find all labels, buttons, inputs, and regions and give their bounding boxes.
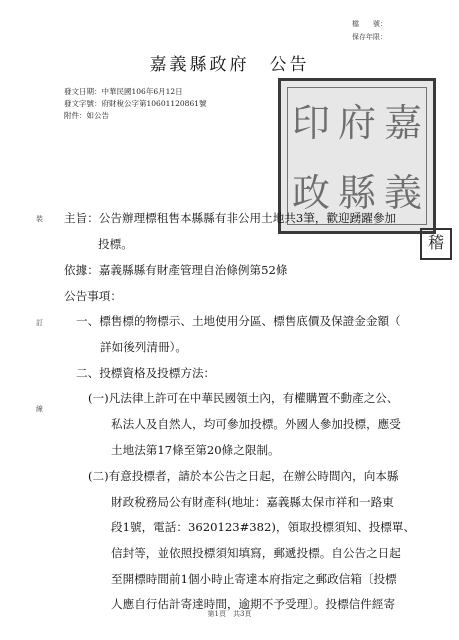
seal-char: 縣: [337, 171, 376, 215]
page-title: 嘉義縣政府 公告: [149, 55, 310, 75]
issue-attachment: 附件：如公告: [64, 111, 109, 120]
clause-one: 私法人及自然人，均可參加投標。外國人參加投標，應受: [111, 417, 401, 431]
items-heading: 公告事項：: [64, 289, 122, 303]
clause-two: 段1號，電話：3620123#382)，領取投標須知、投標單、: [111, 520, 416, 534]
subject-line: 主旨：公告辦理標租售本縣縣有非公用土地共3筆，歡迎踴躍參加: [64, 211, 397, 225]
clause-two: (二)有意投標者，請於本公告之日起，在辦公時間內，向本縣: [88, 469, 399, 483]
margin-mark-line: 線: [36, 405, 43, 413]
item-two: 二、投標資格及投標方法：: [76, 366, 216, 380]
page-footer: 第1頁 共3頁: [207, 610, 252, 618]
seal-char: 嘉: [383, 101, 422, 145]
seal-char: 義: [383, 171, 422, 215]
margin-mark-stitch: 訂: [36, 319, 43, 327]
clause-one: (一)凡法律上許可在中華民國領土內，有權購置不動產之公、: [88, 391, 399, 405]
clause-one: 土地法第17條至第20條之限制。: [111, 443, 280, 457]
seal-char: 府: [337, 101, 376, 145]
basis-line: 依據：嘉義縣縣有財產管理自治條例第52條: [64, 263, 288, 277]
issue-reference: 發文字號：府財稅公字第10601120861號: [64, 99, 207, 108]
seal-char: 政: [291, 171, 330, 215]
item-one: 詳如後列清冊）。: [100, 340, 187, 354]
archive-number-label: 檔 號：: [352, 20, 387, 28]
clause-two: 人應自行估計寄達時間，逾期不予受理〕。投標信件經寄: [111, 597, 396, 611]
clause-two: 信封等，並依照投標須知填寫，郵遞投標。自公告之日起: [111, 546, 401, 560]
subject-line: 投標。: [98, 237, 133, 251]
review-stamp: 稽: [420, 228, 452, 260]
margin-mark-bind: 裝: [36, 215, 43, 223]
item-one: 一、標售標的物標示、土地使用分區、標售底價及保證金金額（: [76, 314, 401, 328]
retention-label: 保存年限：: [352, 33, 387, 41]
clause-two: 財政稅務局公有財產科(地址：嘉義縣太保市祥和一路東: [111, 495, 394, 509]
issue-date: 發文日期：中華民國106年6月12日: [64, 87, 183, 96]
seal-char: 印: [291, 101, 330, 145]
clause-two: 至開標時間前1個小時止寄達本府指定之郵政信箱〔投標: [111, 572, 397, 586]
